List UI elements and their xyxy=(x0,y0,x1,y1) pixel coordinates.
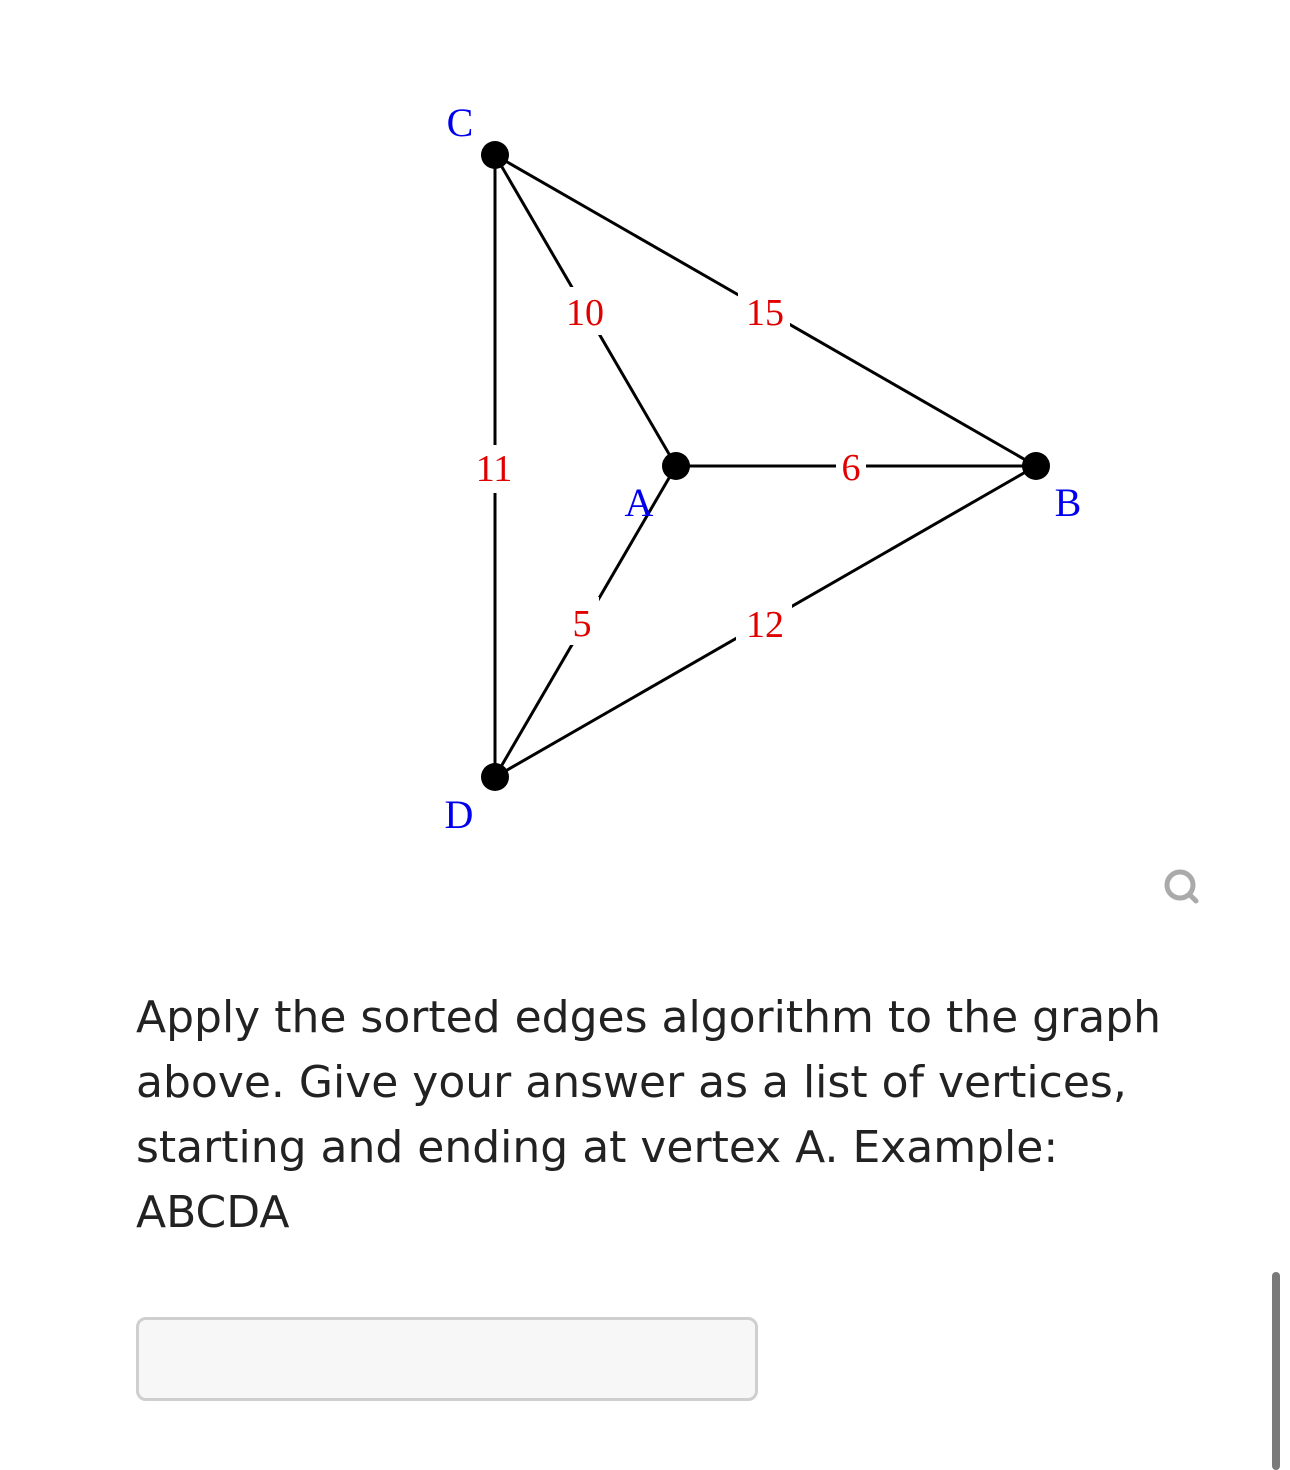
vertex-b xyxy=(1022,452,1050,480)
vertex-d xyxy=(481,763,509,791)
vertex-label-a: A xyxy=(624,480,654,525)
weight-label-c-b: 15 xyxy=(746,292,784,334)
vertex-label-c: C xyxy=(446,100,474,145)
answer-input[interactable] xyxy=(136,1317,758,1401)
magnifier-icon[interactable] xyxy=(1163,868,1199,904)
vertex-label-d: D xyxy=(444,792,474,837)
vertex-label-b: B xyxy=(1054,480,1082,525)
question-text: Apply the sorted edges algorithm to the graph above. Give your answer as a list of vertices, starting and ending at vertex A. Example: ABCDA xyxy=(136,992,1161,1238)
weight-label-c-d: 11 xyxy=(475,448,513,490)
weight-label-a-b: 6 xyxy=(841,447,861,489)
scrollbar[interactable] xyxy=(1272,1272,1280,1470)
weight-label-a-d: 5 xyxy=(572,603,592,645)
weight-label-d-b: 12 xyxy=(746,604,784,646)
weight-label-c-a: 10 xyxy=(566,292,604,334)
vertex-a xyxy=(662,452,690,480)
vertex-c xyxy=(481,141,509,169)
